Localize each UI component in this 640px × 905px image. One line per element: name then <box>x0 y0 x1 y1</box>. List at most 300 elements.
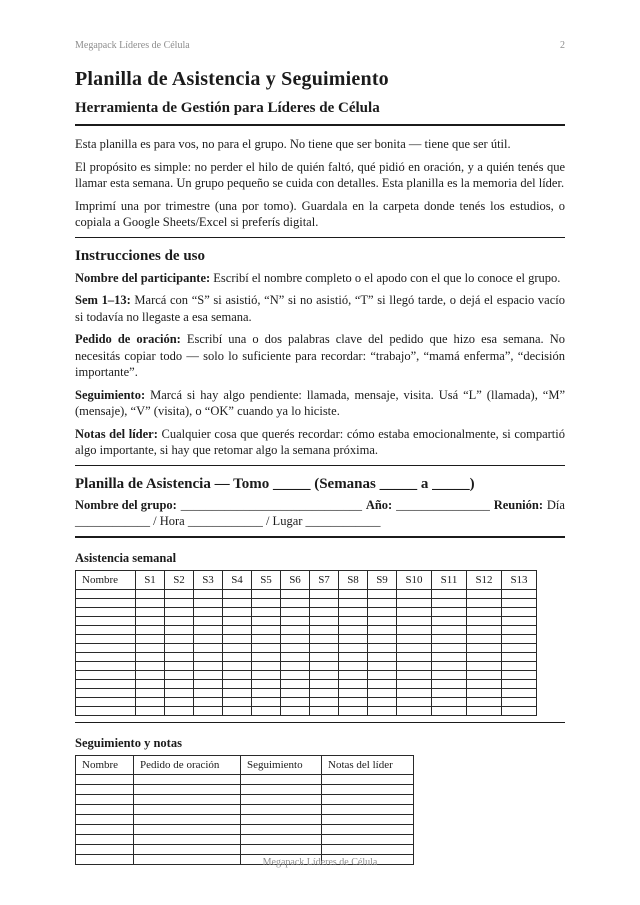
instruction-label: Pedido de oración: <box>75 332 181 346</box>
empty-cell <box>322 774 414 784</box>
empty-cell <box>223 697 252 706</box>
empty-cell <box>432 616 467 625</box>
empty-cell <box>136 643 165 652</box>
empty-cell <box>322 824 414 834</box>
empty-cell <box>252 643 281 652</box>
empty-cell <box>252 688 281 697</box>
followup-table-heading: Seguimiento y notas <box>75 735 182 750</box>
empty-cell <box>76 589 136 598</box>
empty-cell <box>467 652 502 661</box>
empty-cell <box>397 661 432 670</box>
empty-cell <box>194 607 223 616</box>
empty-cell <box>165 688 194 697</box>
page-footer: Megapack Líderes de Célula <box>262 857 378 868</box>
empty-cell <box>223 670 252 679</box>
empty-cell <box>397 706 432 715</box>
empty-cell <box>310 661 339 670</box>
empty-cell <box>467 661 502 670</box>
empty-cell <box>281 661 310 670</box>
attendance-table-heading: Asistencia semanal <box>75 550 177 565</box>
empty-cell <box>368 643 397 652</box>
empty-cell <box>223 688 252 697</box>
page-title: Planilla de Asistencia y Seguimiento <box>75 68 389 90</box>
empty-cell <box>310 625 339 634</box>
empty-cell <box>310 652 339 661</box>
empty-cell <box>322 784 414 794</box>
empty-cell <box>339 616 368 625</box>
divider <box>75 124 565 126</box>
empty-cell <box>76 670 136 679</box>
empty-cell <box>252 661 281 670</box>
empty-row <box>76 814 414 824</box>
group-name-blank: _____________________________ <box>180 497 362 512</box>
empty-cell <box>322 804 414 814</box>
empty-cell <box>134 804 241 814</box>
empty-row <box>76 598 537 607</box>
form-fields-line2: ____________ / Hora ____________ / Lugar ____________ <box>75 514 381 528</box>
empty-cell <box>165 706 194 715</box>
empty-row <box>76 784 414 794</box>
empty-cell <box>502 661 537 670</box>
empty-cell <box>339 706 368 715</box>
instruction-label: Sem 1–13: <box>75 293 131 307</box>
empty-cell <box>136 607 165 616</box>
empty-cell <box>368 625 397 634</box>
empty-cell <box>502 679 537 688</box>
empty-cell <box>134 784 241 794</box>
empty-cell <box>368 634 397 643</box>
empty-row <box>76 670 537 679</box>
empty-cell <box>368 688 397 697</box>
empty-cell <box>432 652 467 661</box>
column-header: S2 <box>165 570 194 589</box>
empty-cell <box>165 625 194 634</box>
empty-cell <box>194 661 223 670</box>
empty-cell <box>134 844 241 854</box>
column-header: S4 <box>223 570 252 589</box>
column-header: S5 <box>252 570 281 589</box>
empty-cell <box>502 697 537 706</box>
empty-cell <box>432 589 467 598</box>
column-header: S6 <box>281 570 310 589</box>
empty-cell <box>467 706 502 715</box>
empty-cell <box>281 688 310 697</box>
empty-cell <box>194 598 223 607</box>
empty-cell <box>252 625 281 634</box>
empty-cell <box>241 834 322 844</box>
empty-cell <box>339 697 368 706</box>
column-header: S8 <box>339 570 368 589</box>
empty-cell <box>223 679 252 688</box>
empty-cell <box>223 598 252 607</box>
empty-cell <box>223 625 252 634</box>
empty-cell <box>310 706 339 715</box>
instruction-item <box>75 426 565 459</box>
empty-row <box>76 688 537 697</box>
empty-cell <box>432 679 467 688</box>
empty-row <box>76 625 537 634</box>
instruction-text: Marcá si hay algo pendiente: llamada, mensaje, visita. Usá “L” (llamada), “M” (mensaje), “V” (visita), o “OK” cuando ya lo hiciste. <box>75 387 565 418</box>
empty-cell <box>281 706 310 715</box>
empty-cell <box>76 688 136 697</box>
empty-cell <box>368 679 397 688</box>
empty-cell <box>252 697 281 706</box>
empty-cell <box>76 598 136 607</box>
column-header: Notas del líder <box>322 755 414 774</box>
empty-cell <box>467 697 502 706</box>
empty-cell <box>281 670 310 679</box>
empty-cell <box>165 589 194 598</box>
empty-cell <box>467 607 502 616</box>
empty-cell <box>165 607 194 616</box>
empty-row <box>76 634 537 643</box>
empty-cell <box>432 598 467 607</box>
empty-cell <box>322 844 414 854</box>
table-header-row <box>76 570 537 589</box>
empty-cell <box>136 589 165 598</box>
empty-cell <box>467 625 502 634</box>
empty-cell <box>281 697 310 706</box>
empty-cell <box>502 670 537 679</box>
empty-cell <box>467 643 502 652</box>
empty-cell <box>165 697 194 706</box>
empty-cell <box>165 661 194 670</box>
form-heading: Planilla de Asistencia — Tomo _____ (Semanas _____ a _____) <box>75 475 475 492</box>
empty-cell <box>397 697 432 706</box>
empty-cell <box>339 679 368 688</box>
empty-cell <box>241 804 322 814</box>
empty-cell <box>134 774 241 784</box>
empty-cell <box>136 706 165 715</box>
empty-cell <box>134 824 241 834</box>
empty-cell <box>397 589 432 598</box>
empty-cell <box>310 616 339 625</box>
instruction-item <box>75 331 565 381</box>
empty-cell <box>339 634 368 643</box>
empty-cell <box>76 774 134 784</box>
empty-cell <box>76 607 136 616</box>
empty-row <box>76 616 537 625</box>
empty-cell <box>368 598 397 607</box>
empty-cell <box>322 814 414 824</box>
empty-cell <box>194 679 223 688</box>
empty-cell <box>241 794 322 804</box>
empty-cell <box>76 616 136 625</box>
empty-cell <box>194 706 223 715</box>
empty-cell <box>241 824 322 834</box>
empty-cell <box>467 679 502 688</box>
empty-cell <box>310 598 339 607</box>
empty-cell <box>76 784 134 794</box>
empty-cell <box>310 670 339 679</box>
empty-cell <box>76 679 136 688</box>
empty-row <box>76 804 414 814</box>
empty-cell <box>165 652 194 661</box>
empty-cell <box>194 670 223 679</box>
empty-cell <box>432 661 467 670</box>
empty-cell <box>339 643 368 652</box>
empty-cell <box>397 616 432 625</box>
empty-cell <box>339 670 368 679</box>
instruction-item <box>75 292 565 325</box>
empty-cell <box>136 634 165 643</box>
instructions-list <box>75 270 565 459</box>
running-header <box>75 40 565 52</box>
empty-cell <box>136 652 165 661</box>
empty-cell <box>281 652 310 661</box>
empty-cell <box>165 616 194 625</box>
empty-cell <box>136 679 165 688</box>
empty-cell <box>241 844 322 854</box>
empty-cell <box>397 670 432 679</box>
empty-cell <box>368 652 397 661</box>
empty-cell <box>252 634 281 643</box>
empty-cell <box>397 679 432 688</box>
empty-cell <box>223 652 252 661</box>
empty-cell <box>310 607 339 616</box>
empty-cell <box>368 589 397 598</box>
divider <box>75 465 565 466</box>
divider <box>75 536 565 538</box>
empty-row <box>76 706 537 715</box>
empty-cell <box>136 670 165 679</box>
empty-row <box>76 794 414 804</box>
intro-paragraph: Imprimí una por trimestre (una por tomo). Guardala en la carpeta donde tenés los estudios, o copiala a Google Sheets/Excel si preferís digital. <box>75 198 565 229</box>
empty-row <box>76 643 537 652</box>
instruction-text: Escribí una o dos palabras clave del pedido que hizo esa semana. No necesitás copiar todo — solo lo suficiente para recordar: “trabajo”, “mamá enferma”, “decisión importante”. <box>75 332 565 379</box>
empty-cell <box>310 634 339 643</box>
empty-cell <box>136 688 165 697</box>
empty-cell <box>223 589 252 598</box>
empty-cell <box>502 643 537 652</box>
meeting-label: Reunión: <box>493 497 544 512</box>
divider <box>75 237 565 238</box>
empty-cell <box>339 661 368 670</box>
empty-cell <box>397 652 432 661</box>
empty-cell <box>76 643 136 652</box>
empty-cell <box>467 688 502 697</box>
column-header: S11 <box>432 570 467 589</box>
empty-cell <box>281 598 310 607</box>
empty-cell <box>223 634 252 643</box>
empty-cell <box>397 607 432 616</box>
empty-cell <box>467 634 502 643</box>
empty-cell <box>368 697 397 706</box>
instruction-text: Marcá con “S” si asistió, “N” si no asistió, “T” si llegó tarde, o dejá el espacio vacío si todavía no llegaste a esa semana. <box>75 293 565 324</box>
empty-cell <box>136 598 165 607</box>
empty-cell <box>223 616 252 625</box>
empty-cell <box>194 625 223 634</box>
empty-cell <box>223 706 252 715</box>
form-fields-line <box>75 497 565 514</box>
empty-cell <box>502 589 537 598</box>
column-header: S3 <box>194 570 223 589</box>
empty-cell <box>322 794 414 804</box>
empty-cell <box>432 625 467 634</box>
running-header-title: Megapack Líderes de Célula <box>75 40 190 51</box>
empty-cell <box>502 598 537 607</box>
empty-cell <box>397 688 432 697</box>
empty-cell <box>136 661 165 670</box>
empty-cell <box>281 679 310 688</box>
empty-cell <box>281 643 310 652</box>
empty-cell <box>502 706 537 715</box>
empty-cell <box>194 589 223 598</box>
empty-cell <box>339 688 368 697</box>
empty-cell <box>432 634 467 643</box>
empty-cell <box>194 643 223 652</box>
instruction-text: Cualquier cosa que querés recordar: cómo estaba emocionalmente, si compartió algo importante, si hay que retomar algo la semana próxima. <box>75 426 566 457</box>
empty-cell <box>467 670 502 679</box>
column-header: S10 <box>397 570 432 589</box>
empty-cell <box>502 607 537 616</box>
empty-cell <box>76 834 134 844</box>
group-name-label: Nombre del grupo: <box>75 497 177 512</box>
empty-cell <box>194 634 223 643</box>
empty-cell <box>432 697 467 706</box>
empty-cell <box>76 706 136 715</box>
empty-row <box>76 679 537 688</box>
empty-cell <box>194 616 223 625</box>
table-header-row <box>76 755 414 774</box>
empty-cell <box>339 625 368 634</box>
column-header: Seguimiento <box>241 755 322 774</box>
empty-cell <box>252 652 281 661</box>
empty-cell <box>165 670 194 679</box>
empty-cell <box>134 834 241 844</box>
empty-cell <box>368 607 397 616</box>
empty-cell <box>310 697 339 706</box>
empty-cell <box>136 616 165 625</box>
empty-cell <box>502 652 537 661</box>
column-header: S1 <box>136 570 165 589</box>
empty-cell <box>194 688 223 697</box>
empty-cell <box>368 670 397 679</box>
empty-cell <box>76 625 136 634</box>
intro-paragraph: El propósito es simple: no perder el hilo de quién faltó, qué pidió en oración, y a quién tenés que llamar esta semana. Un grupo pequeño se cuida con detalles. Esta planilla es la memoria del líder. <box>75 159 565 190</box>
empty-cell <box>467 598 502 607</box>
empty-cell <box>397 634 432 643</box>
empty-cell <box>322 834 414 844</box>
empty-cell <box>76 697 136 706</box>
empty-cell <box>134 814 241 824</box>
empty-cell <box>194 652 223 661</box>
empty-cell <box>134 794 241 804</box>
empty-cell <box>223 661 252 670</box>
empty-row <box>76 652 537 661</box>
empty-cell <box>136 697 165 706</box>
empty-cell <box>252 616 281 625</box>
empty-cell <box>467 589 502 598</box>
empty-cell <box>310 589 339 598</box>
empty-cell <box>76 824 134 834</box>
empty-cell <box>281 607 310 616</box>
empty-row <box>76 824 414 834</box>
empty-cell <box>368 616 397 625</box>
column-header: S12 <box>467 570 502 589</box>
empty-cell <box>252 607 281 616</box>
column-header: Nombre <box>76 755 134 774</box>
empty-cell <box>368 706 397 715</box>
column-header: Nombre <box>76 570 136 589</box>
empty-row <box>76 607 537 616</box>
empty-cell <box>241 814 322 824</box>
instruction-item <box>75 270 565 287</box>
empty-cell <box>223 607 252 616</box>
divider <box>75 722 565 723</box>
empty-cell <box>502 634 537 643</box>
instruction-text: Escribí el nombre completo o el apodo con el que lo conoce el grupo. <box>213 270 561 285</box>
empty-cell <box>397 625 432 634</box>
empty-cell <box>310 679 339 688</box>
column-header: S7 <box>310 570 339 589</box>
column-header: Pedido de oración <box>134 755 241 774</box>
empty-cell <box>310 643 339 652</box>
instruction-item <box>75 387 565 420</box>
empty-row <box>76 844 414 854</box>
instructions-heading: Instrucciones de uso <box>75 247 206 264</box>
empty-row <box>76 834 414 844</box>
column-header: S9 <box>368 570 397 589</box>
empty-cell <box>397 643 432 652</box>
empty-row <box>76 774 414 784</box>
empty-cell <box>165 598 194 607</box>
instruction-label: Nombre del participante: <box>75 270 211 285</box>
page-number: 2 <box>560 40 565 51</box>
empty-cell <box>252 598 281 607</box>
empty-cell <box>165 643 194 652</box>
empty-cell <box>252 670 281 679</box>
empty-cell <box>432 643 467 652</box>
empty-cell <box>165 679 194 688</box>
page-subtitle: Herramienta de Gestión para Líderes de Célula <box>75 100 380 116</box>
empty-row <box>76 589 537 598</box>
empty-cell <box>252 679 281 688</box>
empty-cell <box>432 607 467 616</box>
empty-cell <box>281 616 310 625</box>
empty-cell <box>76 844 134 854</box>
empty-cell <box>165 634 194 643</box>
empty-cell <box>76 794 134 804</box>
year-blank: _______________ <box>396 497 490 512</box>
empty-cell <box>241 784 322 794</box>
meeting-day-text: Día <box>546 497 565 512</box>
intro-paragraph: Esta planilla es para vos, no para el grupo. No tiene que ser bonita — tiene que ser útil. <box>75 137 511 151</box>
year-label: Año: <box>365 497 393 512</box>
empty-cell <box>252 706 281 715</box>
empty-cell <box>432 688 467 697</box>
empty-cell <box>310 688 339 697</box>
instruction-label: Seguimiento: <box>75 387 146 402</box>
empty-cell <box>76 634 136 643</box>
empty-cell <box>502 625 537 634</box>
empty-cell <box>502 616 537 625</box>
empty-row <box>76 697 537 706</box>
column-header: S13 <box>502 570 537 589</box>
instruction-label: Notas del líder: <box>75 426 158 441</box>
empty-cell <box>281 589 310 598</box>
empty-cell <box>397 598 432 607</box>
empty-cell <box>241 774 322 784</box>
empty-cell <box>76 661 136 670</box>
empty-cell <box>252 589 281 598</box>
empty-cell <box>502 688 537 697</box>
attendance-table <box>75 570 537 716</box>
empty-cell <box>223 643 252 652</box>
empty-cell <box>339 607 368 616</box>
empty-cell <box>76 804 134 814</box>
empty-cell <box>76 652 136 661</box>
